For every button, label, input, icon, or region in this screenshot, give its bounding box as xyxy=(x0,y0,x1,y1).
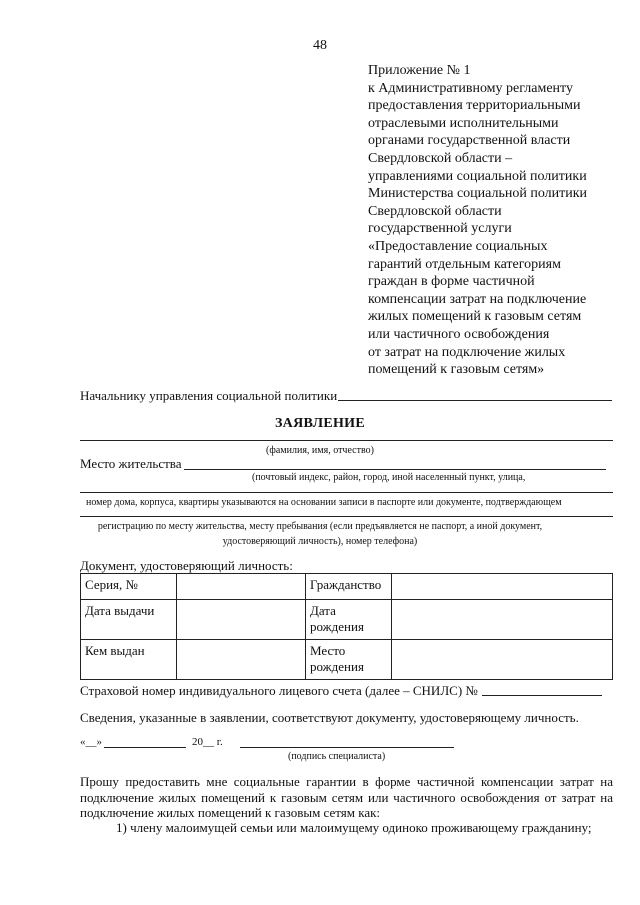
date-year: 20__ г. xyxy=(192,736,223,748)
request-item-1: 1) члену малоимущей семьи или малоимущему одиноко проживающему гражданину; xyxy=(116,820,592,835)
date-month-field[interactable] xyxy=(104,747,186,748)
appendix-line: жилых помещений к газовым сетям xyxy=(368,309,582,325)
appendix-line: от затрат на подключение жилых xyxy=(368,344,566,360)
document-title: ЗАЯВЛЕНИЕ xyxy=(274,416,365,431)
series-label: Серия, № xyxy=(81,574,177,600)
snils-field[interactable] xyxy=(482,695,602,696)
date-day: «__» xyxy=(80,736,102,748)
signature-field[interactable] xyxy=(240,747,454,748)
appendix-line: «Предоставление социальных xyxy=(368,238,548,254)
appendix-line: или частичного освобождения xyxy=(368,326,550,342)
appendix-line: помещений к газовым сетям» xyxy=(368,362,545,378)
appendix-line: компенсации затрат на подключение xyxy=(368,291,587,307)
fio-field[interactable] xyxy=(80,440,613,441)
verification-text: Сведения, указанные в заявлении, соответствуют документу, удостоверяющему личность. xyxy=(80,710,579,725)
citizenship-label: Гражданство xyxy=(306,574,392,600)
birth-date-field[interactable] xyxy=(392,600,613,640)
residence-field-3[interactable] xyxy=(80,516,613,517)
signature-hint: (подпись специалиста) xyxy=(288,751,386,762)
appendix-line: Свердловской области – xyxy=(368,150,513,166)
appendix-line: Министерства социальной политики xyxy=(368,186,588,202)
appendix-line: управлениями социальной политики xyxy=(368,168,587,184)
page-number: 48 xyxy=(313,38,327,53)
id-document-label: Документ, удостоверяющий личность: xyxy=(80,558,293,573)
issue-date-label: Дата выдачи xyxy=(81,600,177,640)
appendix-line: органами государственной власти xyxy=(368,133,571,149)
appendix-line: гарантий отдельным категориям xyxy=(368,256,561,272)
birth-place-field[interactable] xyxy=(392,640,613,680)
appendix-line: Свердловской области xyxy=(368,203,502,219)
address-hint-4: удостоверяющий личность), номер телефона) xyxy=(222,536,418,547)
request-paragraph: Прошу предоставить мне социальные гарантии в форме частичной компенсации затрат на подключение жилых помещений к газовым сетям или частичного освобождения от затрат на подключение жилых помещений к газовым сетям как: xyxy=(80,774,613,820)
address-hint-1: (почтовый индекс, район, город, иной населенный пункт, улица, xyxy=(252,472,526,483)
residence-label: Место жительства xyxy=(80,456,182,471)
appendix-line: отраслевыми исполнительными xyxy=(368,115,559,131)
issued-by-label: Кем выдан xyxy=(81,640,177,680)
appendix-line: государственной услуги xyxy=(368,221,512,237)
residence-field-2[interactable] xyxy=(80,492,613,493)
appendix-header xyxy=(368,62,618,379)
snils-label: Страховой номер индивидуального лицевого счета (далее – СНИЛС) № xyxy=(80,683,478,698)
citizenship-field[interactable] xyxy=(392,574,613,600)
residence-field-1[interactable] xyxy=(184,469,606,470)
addressee-label: Начальнику управления социальной политики xyxy=(80,388,338,403)
id-document-table xyxy=(80,573,613,680)
address-hint-2: номер дома, корпуса, квартиры указываются на основании записи в паспорте или документе, подтверждающем xyxy=(86,497,562,508)
fio-hint: (фамилия, имя, отчество) xyxy=(266,445,374,456)
address-hint-3: регистрацию по месту жительства, месту пребывания (если предъявляется не паспорт, а иной документ, xyxy=(97,521,543,532)
birth-place-label: Место рождения xyxy=(306,640,392,680)
addressee-field[interactable] xyxy=(338,400,612,401)
issued-by-field[interactable] xyxy=(177,640,306,680)
appendix-line: Приложение № 1 xyxy=(368,63,471,78)
appendix-line: граждан в форме частичной xyxy=(368,274,535,290)
issue-date-field[interactable] xyxy=(177,600,306,640)
series-field[interactable] xyxy=(177,574,306,600)
appendix-line: предоставления территориальными xyxy=(368,98,581,114)
birth-date-label: Дата рождения xyxy=(306,600,392,640)
appendix-line: к Административному регламенту xyxy=(368,80,573,96)
